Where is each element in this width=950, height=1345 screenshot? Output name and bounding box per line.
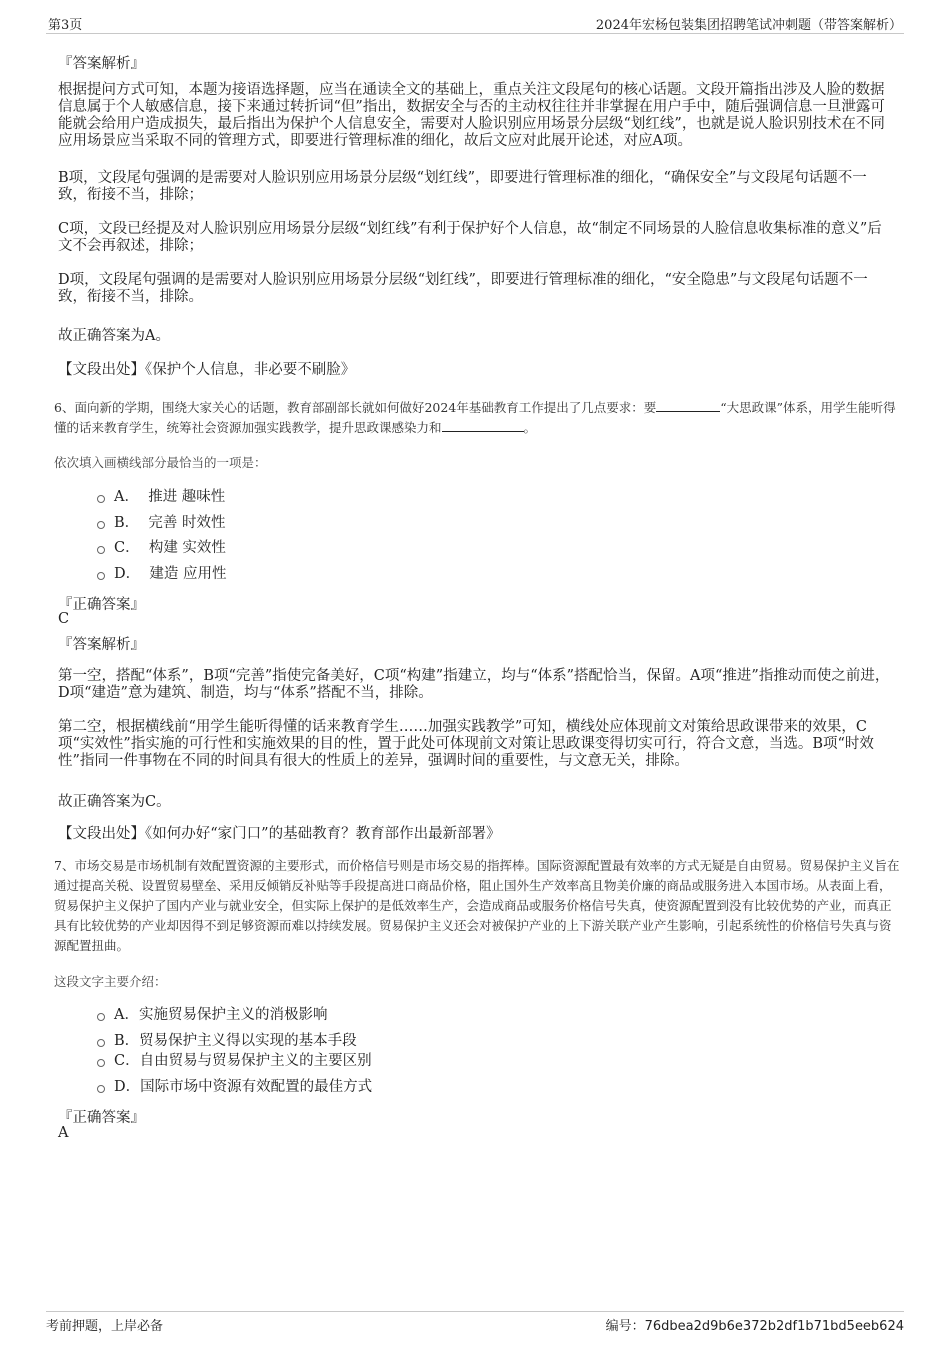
- option-text: 实施贸易保护主义的消极影响: [138, 1007, 328, 1023]
- q5-analysis-paragraph-3: C项，文段已经提及对人脸识别应用场景分层级“划红线”有利于保护好个人信息，故“制定不同场景的人脸信息收集标准的意义”后文不会再叙述，排除；: [58, 221, 882, 254]
- q6-stem-part-3: 。: [523, 420, 537, 435]
- option-letter: A．: [114, 489, 139, 505]
- q7-prompt: 这段文字主要介绍：: [54, 974, 167, 989]
- q7-answer-label: 『正确答案』: [58, 1110, 145, 1126]
- q6-analysis-paragraph-1: 第一空，搭配“体系”，B项“完善”指使完备美好，C项“构建”指建立，均与“体系”搭配恰当，保留。A项“推进”指推动而使之前进，D项“建造”意为建筑、制造，均与“体系”搭配不当，排除。: [58, 668, 890, 701]
- q5-analysis-paragraph-2: B项，文段尾句强调的是需要对人脸识别应用场景分层级“划红线”，即要进行管理标准的细化，“确保安全”与文段尾句话题不一致，衔接不当，排除；: [58, 170, 867, 203]
- option-letter: B．: [114, 1033, 140, 1049]
- radio-icon[interactable]: [97, 495, 105, 503]
- q6-blank-1: [656, 400, 720, 412]
- radio-icon[interactable]: [97, 572, 105, 580]
- code-value: 76dbea2d9b6e372b2df1b71bd5eeb624: [644, 1319, 904, 1334]
- q7-answer: A: [58, 1125, 69, 1141]
- option-letter: A．: [114, 1007, 139, 1023]
- document-title: 2024年宏杨包装集团招聘笔试冲刺题（带答案解析）: [595, 18, 902, 33]
- option-text: 建造 应用性: [149, 566, 227, 582]
- q6-stem-part-2: “大思政课”体系，用学生能听得懂的话来教育学生，统筹社会资源加强实践教学，提升思政课感染力和: [54, 400, 896, 435]
- option-letter: C．: [114, 540, 140, 556]
- radio-icon[interactable]: [97, 1039, 105, 1047]
- q7-option-d[interactable]: [97, 1078, 372, 1096]
- radio-icon[interactable]: [97, 546, 105, 554]
- radio-icon[interactable]: [97, 521, 105, 529]
- page-number: 第3页: [48, 18, 83, 33]
- code-label: 编号：: [605, 1319, 645, 1334]
- option-letter: D．: [114, 566, 141, 582]
- q5-analysis-paragraph-1: 根据提问方式可知，本题为接语选择题，应当在通读全文的基础上，重点关注文段尾句的核心话题。文段开篇指出涉及人脸的数据信息属于个人敏感信息，接下来通过转折词“但”指出，数据安全与否的主动权往往并非掌握在用户手中，随后强调信息一旦泄露可能就会给用户造成损失，最后指出为保护个人信息安全，需要对人脸识别应用场景分层级“划红线”，也就是说人脸识别技术在不同应用场景应当采取不同的管理方式，即要进行管理标准的细化，故后文应对此展开论述，对应A项。: [58, 82, 885, 149]
- q6-stem: [54, 398, 900, 438]
- radio-icon[interactable]: [97, 1085, 105, 1093]
- option-text: 贸易保护主义得以实现的基本手段: [139, 1033, 357, 1049]
- q6-option-c[interactable]: [97, 539, 226, 557]
- option-letter: D．: [114, 1079, 141, 1095]
- q5-source: 【文段出处】《保护个人信息，非必要不刷脸》: [58, 362, 356, 378]
- q6-analysis-label: 『答案解析』: [58, 637, 145, 653]
- q6-blank-2: [442, 420, 524, 432]
- q6-option-d[interactable]: [97, 565, 226, 583]
- q6-option-b[interactable]: [97, 514, 225, 532]
- option-text: 推进 趣味性: [148, 489, 226, 505]
- footer-slogan: 考前押题，上岸必备: [46, 1319, 164, 1334]
- q6-conclusion: 故正确答案为C。: [58, 794, 171, 810]
- q6-stem-part-1: 6、面向新的学期，围绕大家关心的话题，教育部副部长就如何做好2024年基础教育工作提出了几点要求：要: [54, 400, 657, 415]
- page-header: [46, 13, 904, 34]
- q6-prompt: 依次填入画横线部分最恰当的一项是：: [54, 455, 267, 470]
- q7-option-a[interactable]: [97, 1006, 327, 1024]
- option-text: 国际市场中资源有效配置的最佳方式: [140, 1079, 373, 1095]
- radio-icon[interactable]: [97, 1059, 105, 1067]
- q6-option-a[interactable]: [97, 488, 225, 506]
- option-letter: B．: [114, 515, 140, 531]
- q5-conclusion: 故正确答案为A。: [58, 328, 170, 344]
- q5-analysis-paragraph-4: D项，文段尾句强调的是需要对人脸识别应用场景分层级“划红线”，即要进行管理标准的细化，“安全隐患”与文段尾句话题不一致，衔接不当，排除。: [58, 272, 868, 305]
- document-code: [606, 1315, 904, 1334]
- radio-icon[interactable]: [97, 1013, 105, 1021]
- q7-option-c[interactable]: [97, 1052, 372, 1070]
- q7-option-b[interactable]: [97, 1032, 357, 1050]
- q6-source: 【文段出处】《如何办好“家门口”的基础教育？教育部作出最新部署》: [58, 826, 501, 842]
- option-text: 完善 时效性: [148, 515, 226, 531]
- option-letter: C．: [114, 1053, 140, 1069]
- q6-answer-label: 『正确答案』: [58, 597, 145, 613]
- q7-stem: 7、市场交易是市场机制有效配置资源的主要形式，而价格信号则是市场交易的指挥棒。国际资源配置最有效率的方式无疑是自由贸易。贸易保护主义旨在通过提高关税、设置贸易壁垒、采用反倾销反补贴等手段提高进口商品价格，阻止国外生产效率高且物美价廉的商品或服务进入本国市场。从表面上看，贸易保护主义保护了国内产业与就业安全，但实际上保护的是低效率生产，会造成商品或服务价格信号失真，使资源配置到没有比较优势的产业，而真正具有比较优势的产业却因得不到足够资源而难以持续发展。贸易保护主义还会对被保护产业的上下游关联产业产生影响，引起系统性的价格信号失真与资源配置扭曲。: [54, 858, 900, 953]
- option-text: 构建 实效性: [148, 540, 226, 556]
- q6-analysis-paragraph-2: 第二空，根据横线前“用学生能听得懂的话来教育学生……加强实践教学”可知，横线处应体现前文对策给思政课带来的效果，C项“实效性”指实施的可行性和实施效果的目的性，置于此处可体现前文对策让思政课变得切实可行，符合文意，当选。B项“时效性”指同一件事物在不同的时间具有很大的性质上的差异，强调时间的重要性，与文意无关，排除。: [58, 719, 874, 769]
- page-footer: [46, 1311, 904, 1334]
- q5-analysis-label: 『答案解析』: [58, 56, 145, 72]
- q6-answer: C: [58, 611, 70, 627]
- option-text: 自由贸易与贸易保护主义的主要区别: [139, 1053, 372, 1069]
